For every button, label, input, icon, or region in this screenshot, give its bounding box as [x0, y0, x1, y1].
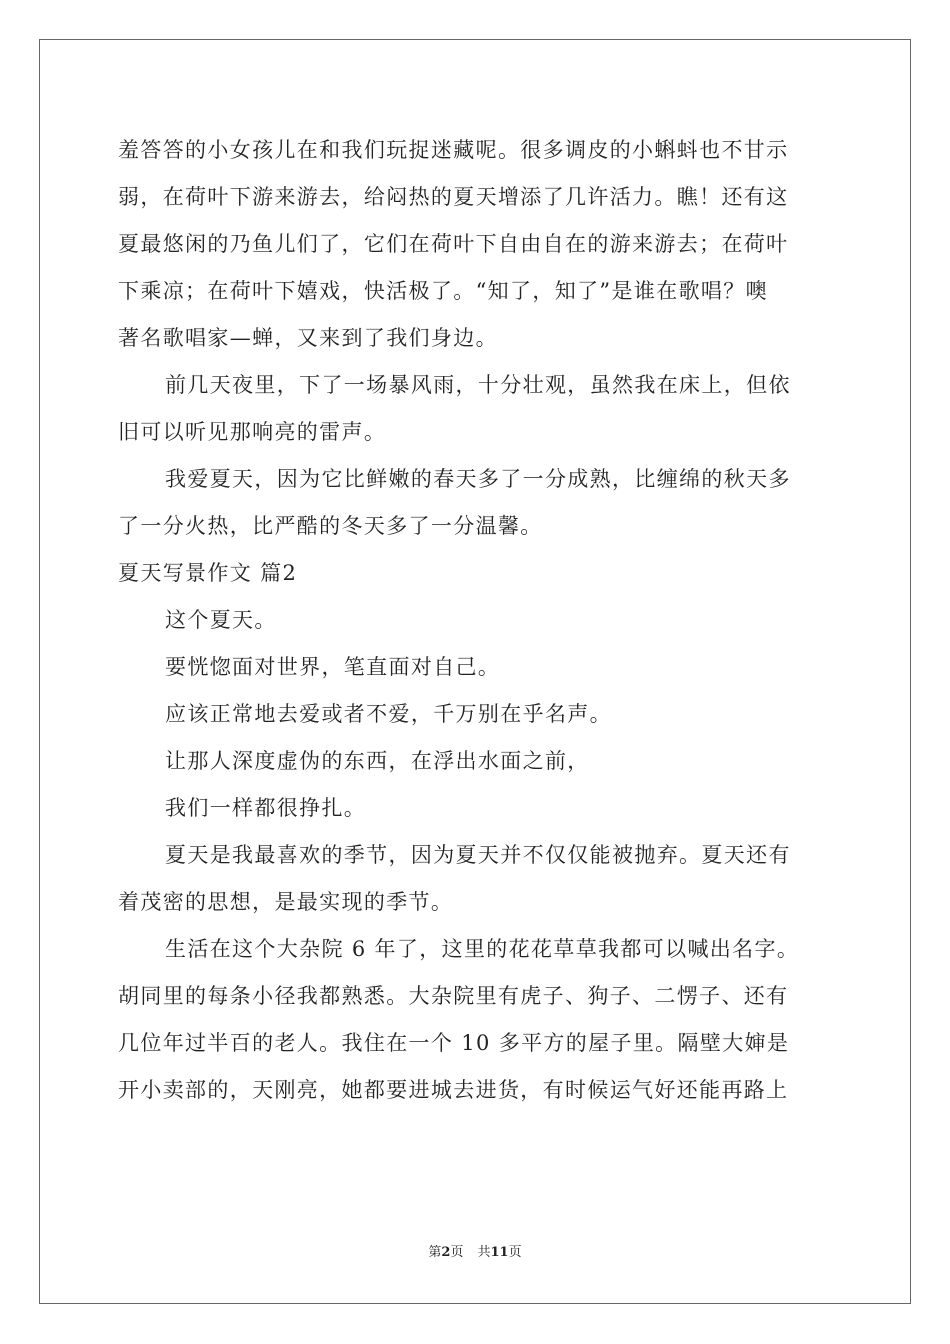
total-label-suffix: 页: [508, 1245, 522, 1260]
text-line: 著名歌唱家—蝉，又来到了我们身边。: [118, 326, 498, 350]
text-line: 前几天夜里，下了一场暴风雨，十分壮观，虽然我在床上，但依: [165, 373, 791, 397]
text-line: 羞答答的小女孩儿在和我们玩捉迷藏呢。很多调皮的小蝌蚪也不甘示: [118, 138, 789, 162]
total-label-prefix: 共: [477, 1245, 491, 1260]
text-line: 让那人深度虚伪的东西，在浮出水面之前，: [165, 749, 590, 773]
document-body: [118, 127, 834, 1114]
text-line: 这个夏天。: [165, 608, 277, 632]
text-line: 开小卖部的，天刚亮，她都要进城去进货，有时候运气好还能再路上: [118, 1078, 789, 1102]
text-line: 要恍惚面对世界，笔直面对自己。: [165, 655, 501, 679]
text-line: 旧可以听见那响亮的雷声。: [118, 420, 387, 444]
text-line: 着茂密的思想，是最实现的季节。: [118, 890, 454, 914]
total-pages: 11: [490, 1245, 509, 1260]
text-line: 夏最悠闲的乃鱼儿们了，它们在荷叶下自由自在的游来游去；在荷叶: [118, 232, 789, 256]
page-label-suffix: 页: [450, 1245, 464, 1260]
text-line: 夏天写景作文 篇2: [118, 561, 298, 585]
text-line: 了一分火热，比严酷的冬天多了一分温馨。: [118, 514, 543, 538]
text-line: 我们一样都很挣扎。: [165, 796, 367, 820]
text-line: 夏天是我最喜欢的季节，因为夏天并不仅仅能被抛弃。夏天还有: [165, 843, 791, 867]
text-line: 下乘凉；在荷叶下嬉戏，快活极了。“知了，知了”是谁在歌唱？噢: [118, 279, 768, 303]
text-line: 胡同里的每条小径我都熟悉。大杂院里有虎子、狗子、二愣子、还有: [118, 984, 789, 1008]
text-line: 几位年过半百的老人。我住在一个 10 多平方的屋子里。隔壁大婶是: [118, 1031, 790, 1055]
page-number: 2: [441, 1245, 451, 1260]
page-footer: [0, 1244, 950, 1262]
text-line: 生活在这个大杂院 6 年了，这里的花花草草我都可以喊出名字。: [165, 937, 800, 961]
text-line: 我爱夏天，因为它比鲜嫩的春天多了一分成熟，比缠绵的秋天多: [165, 467, 791, 491]
text-line: 应该正常地去爱或者不爱，千万别在乎名声。: [165, 702, 612, 726]
page-label-prefix: 第: [428, 1245, 442, 1260]
text-line: 弱，在荷叶下游来游去，给闷热的夏天增添了几许活力。瞧！还有这: [118, 185, 789, 209]
